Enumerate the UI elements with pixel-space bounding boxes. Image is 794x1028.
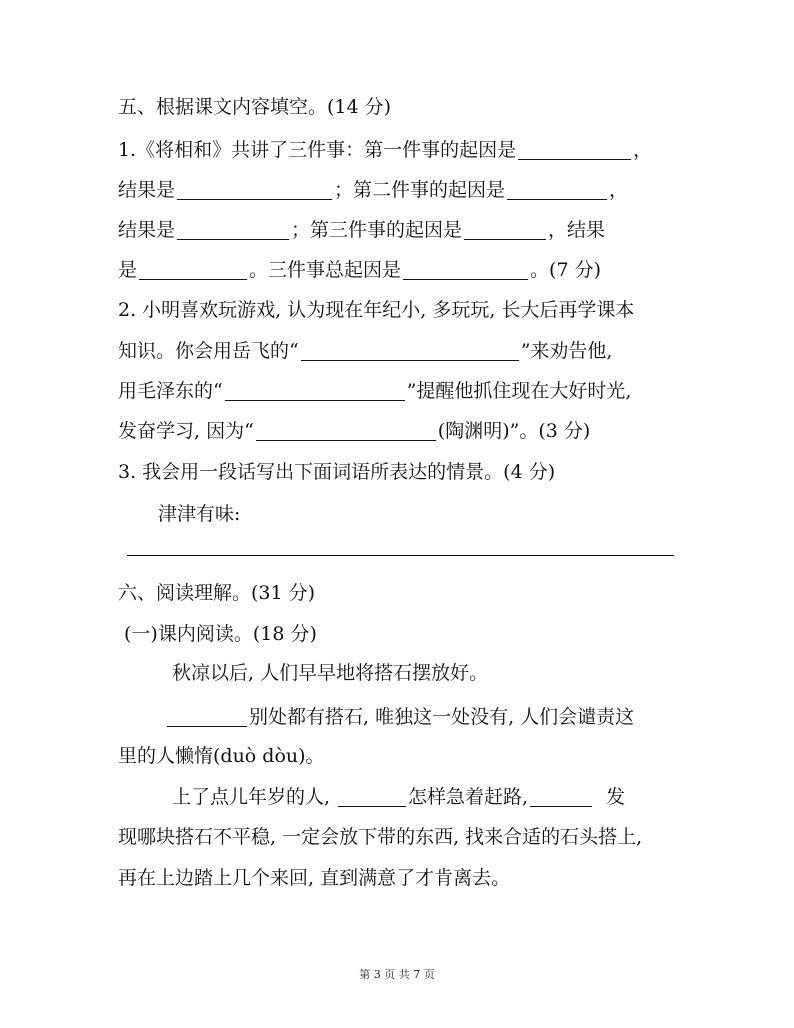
q1-blank-6[interactable] — [139, 259, 247, 280]
reading-sub-heading: (一)课内阅读。(18 分) — [124, 623, 317, 645]
reading-paragraph-3-text-c: 发 — [606, 786, 626, 808]
question-1-line-3 — [118, 216, 605, 244]
q1-text-3-end: ，结果 — [548, 219, 606, 241]
page-number: 第 3 页 共 7 页 — [359, 968, 435, 981]
q2-text-4b: (陶渊明)”。(3 分) — [437, 420, 591, 442]
question-1-line-1 — [118, 136, 652, 164]
q1-text-4a: 是 — [118, 259, 138, 281]
q1-blank-2[interactable] — [177, 179, 332, 200]
reading-paragraph-2-text: 别处都有搭石, 唯独这一处没有, 人们会谴责这 — [249, 706, 635, 728]
q1-blank-1[interactable] — [518, 139, 631, 160]
reading-paragraph-2-line-1 — [167, 703, 634, 731]
reading-paragraph-3-text-b: 怎样急着赶路, — [408, 786, 529, 808]
reading-paragraph-1: 秋凉以后, 人们早早地将搭石摆放好。 — [172, 662, 489, 684]
q1-text-2-end: ， — [609, 179, 629, 201]
q1-text-4b: 。三件事总起因是 — [249, 259, 402, 281]
section-six-heading: 六、阅读理解。(31 分) — [118, 582, 316, 604]
reading-paragraph-3-line-3: 再在上边踏上几个来回, 直到满意了才肯离去。 — [118, 867, 511, 889]
q1-text-1-end: ， — [633, 139, 653, 161]
q1-text-4-end: 。(7 分) — [530, 259, 601, 281]
q2-text-2a: 知识。你会用岳飞的“ — [118, 340, 299, 362]
question-3-word: 津津有味: — [158, 503, 241, 525]
q1-text-3b: ；第三件事的起因是 — [291, 219, 463, 241]
section-five-heading: 五、根据课文内容填空。(14 分) — [118, 96, 392, 118]
reading-paragraph-2-line-2: 里的人懒惰(duò dòu)。 — [118, 745, 325, 767]
reading-paragraph-3-line-1 — [172, 783, 625, 811]
q1-blank-5[interactable] — [464, 219, 546, 240]
reading-blank-2[interactable] — [338, 786, 406, 807]
question-2-line-1: 2. 小明喜欢玩游戏, 认为现在年纪小, 多玩玩, 长大后再学课本 — [118, 299, 635, 321]
q1-text-2a: 结果是 — [118, 179, 176, 201]
reading-paragraph-3-text-a: 上了点儿年岁的人, — [172, 786, 331, 808]
q2-text-2b: ”来劝告他, — [520, 340, 613, 362]
q2-text-4a: 发奋学习, 因为“ — [118, 420, 254, 442]
reading-paragraph-3-line-2: 现哪块搭石不平稳, 一定会放下带的东西, 找来合适的石头搭上, — [118, 826, 643, 848]
q2-text-3b: ”提醒他抓住现在大好时光, — [406, 380, 632, 402]
question-1-line-4 — [118, 256, 601, 284]
q1-text-2b: ；第二件事的起因是 — [334, 179, 506, 201]
q1-blank-7[interactable] — [403, 259, 528, 280]
q2-blank-1[interactable] — [301, 340, 519, 361]
question-2-line-2 — [118, 337, 612, 365]
question-2-line-3 — [118, 377, 631, 405]
q1-text-1: 1.《将相和》共讲了三件事：第一件事的起因是 — [118, 139, 517, 161]
question-3-answer-line[interactable] — [127, 555, 674, 556]
reading-blank-3[interactable] — [530, 786, 592, 807]
q2-blank-3[interactable] — [256, 420, 436, 441]
q1-blank-4[interactable] — [177, 219, 289, 240]
q1-blank-3[interactable] — [507, 179, 607, 200]
reading-blank-1[interactable] — [167, 706, 247, 727]
question-1-line-2 — [118, 176, 628, 204]
question-3-line-1: 3. 我会用一段话写出下面词语所表达的情景。(4 分) — [118, 461, 556, 483]
q2-blank-2[interactable] — [225, 380, 405, 401]
q1-text-3a: 结果是 — [118, 219, 176, 241]
question-2-line-4 — [118, 417, 590, 445]
q2-text-3a: 用毛泽东的“ — [118, 380, 223, 402]
